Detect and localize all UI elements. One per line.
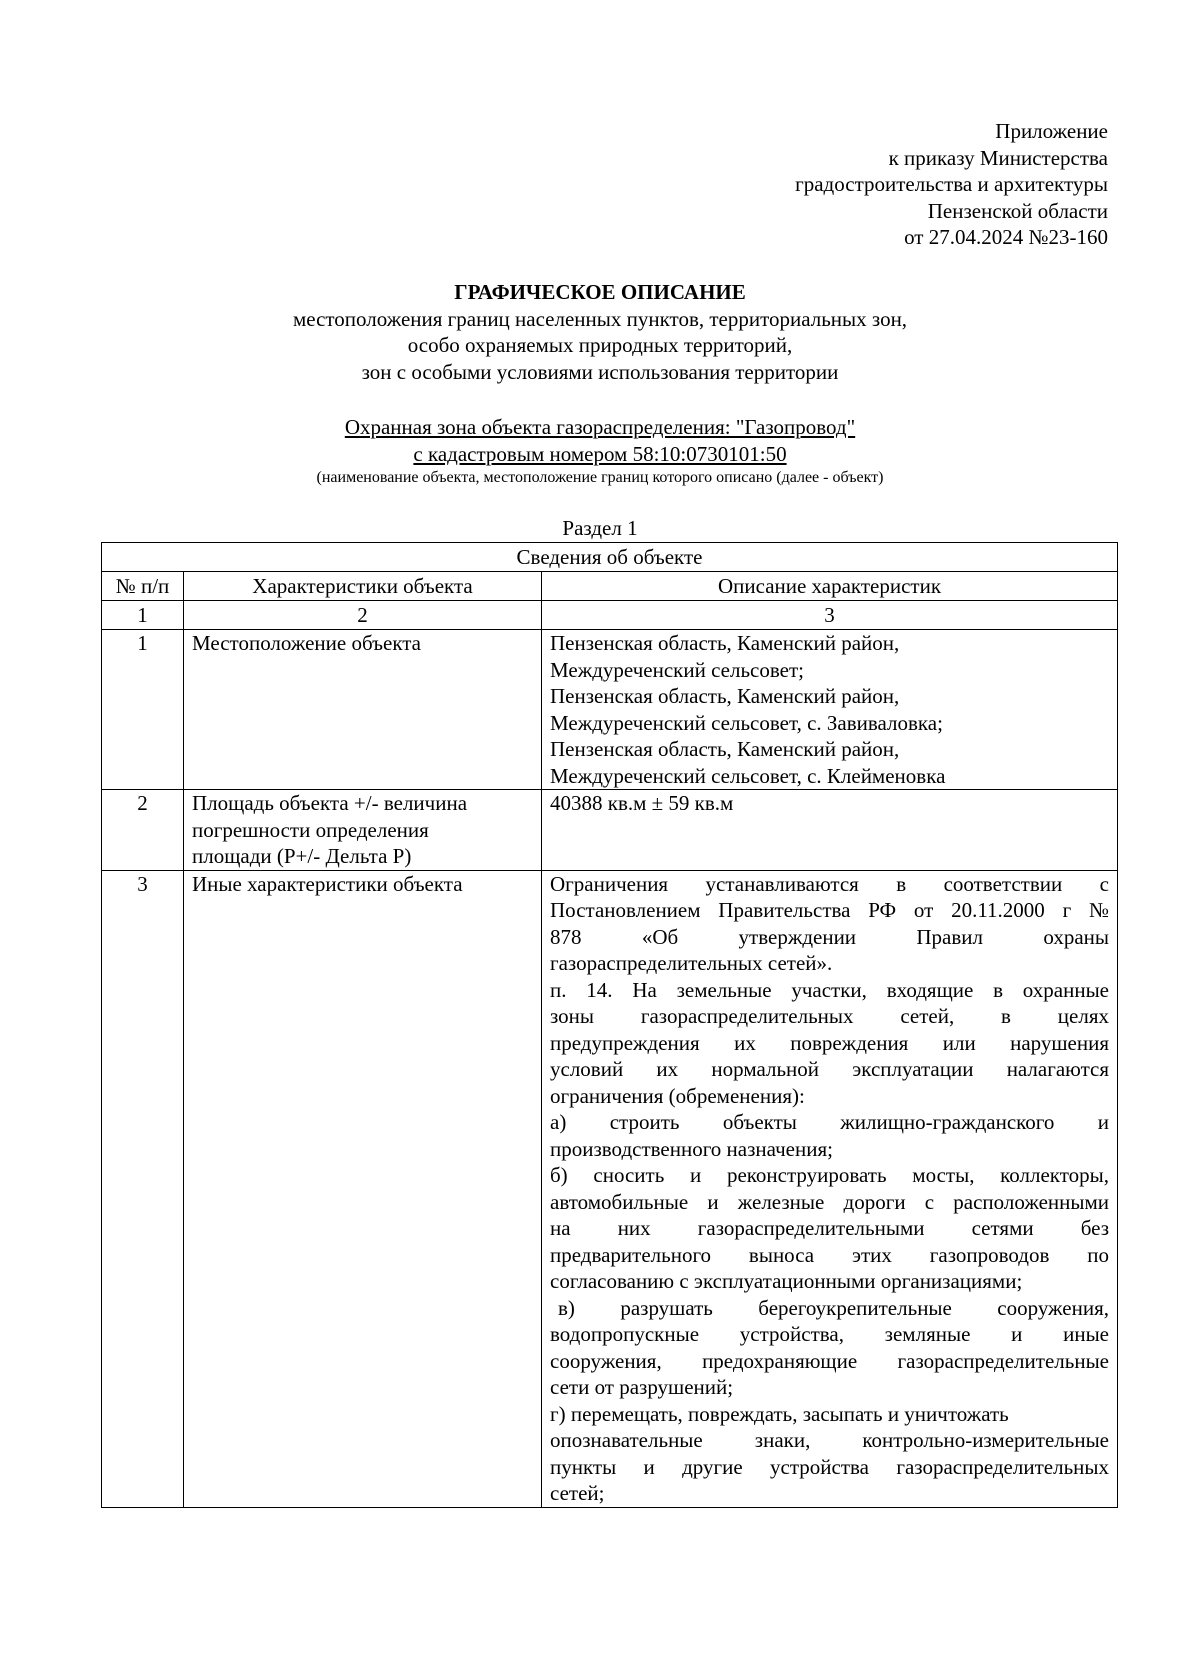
description-line: предупреждения их повреждения или нарушения xyxy=(550,1030,1109,1055)
header-characteristic: Характеристики объекта xyxy=(184,572,542,601)
row-description xyxy=(542,870,1118,1507)
description-line: производственного назначения; xyxy=(550,1136,833,1161)
description-line: сооружения, предохраняющие газораспределительные xyxy=(550,1348,1109,1373)
col-number: 3 xyxy=(542,601,1118,630)
object-name-block xyxy=(0,414,1200,489)
description-line: пункты и другие устройства газораспределительных xyxy=(550,1454,1109,1479)
row-characteristic xyxy=(184,870,542,1507)
description-line: 878 «Об утверждении Правил охраны xyxy=(550,924,1109,949)
document-title: ГРАФИЧЕСКОЕ ОПИСАНИЕ xyxy=(454,280,746,304)
object-info-table xyxy=(101,542,1118,1508)
description-line: 40388 кв.м ± 59 кв.м xyxy=(550,791,734,815)
description-line: ограничения (обременения): xyxy=(550,1083,805,1108)
appendix-line: Пензенской области xyxy=(927,198,1108,223)
table-row xyxy=(102,630,1118,790)
description-line: Междуреченский сельсовет, с. Клейменовка xyxy=(550,763,946,788)
row-characteristic xyxy=(184,630,542,790)
description-line: Пензенская область, Каменский район, xyxy=(550,631,900,655)
table-row xyxy=(102,870,1118,1507)
document-subtitle-line: особо охраняемых природных территорий, xyxy=(407,333,793,357)
table-header-row xyxy=(102,572,1118,601)
appendix-line: Приложение xyxy=(995,119,1108,143)
description-line: Постановлением Правительства РФ от 20.11.2000 г № xyxy=(550,898,1109,922)
characteristic-line: погрешности определения xyxy=(192,817,429,842)
column-number-row xyxy=(102,601,1118,630)
table-row xyxy=(102,790,1118,871)
section-label: Раздел 1 xyxy=(562,516,638,540)
col-number: 1 xyxy=(102,601,184,630)
description-line: в) разрушать берегоукрепительные сооружения, xyxy=(558,1295,1109,1320)
row-num: 2 xyxy=(102,790,184,871)
object-name-line: Охранная зона объекта газораспределения: "Газопровод" xyxy=(344,415,856,439)
description-line: автомобильные и железные дороги с расположенными xyxy=(550,1189,1109,1214)
header-num: № п/п xyxy=(102,572,184,601)
description-line: предварительного выноса этих газопроводов по xyxy=(550,1242,1109,1267)
table-title: Сведения об объекте xyxy=(102,543,1118,572)
description-line: согласованию с эксплуатационными организациями; xyxy=(550,1269,1023,1293)
description-line: а) строить объекты жилищно-гражданского и xyxy=(550,1110,1109,1134)
description-line: Ограничения устанавливаются в соответствии с xyxy=(550,871,1109,896)
description-line: г) перемещать, повреждать, засыпать и уничтожать xyxy=(550,1401,1009,1426)
row-num: 1 xyxy=(102,630,184,790)
description-line: п. 14. На земельные участки, входящие в охранные xyxy=(550,977,1109,1002)
description-line: сети от разрушений; xyxy=(550,1375,734,1399)
appendix-line: градостроительства и архитектуры xyxy=(795,172,1108,196)
object-name-note: (наименование объекта, местоположение границ которого описано (далее - объект) xyxy=(316,469,884,486)
characteristic-line: Площадь объекта +/- величина xyxy=(192,791,468,815)
row-characteristic xyxy=(184,790,542,871)
description-line: сетей; xyxy=(550,1481,605,1505)
description-line: опознавательные знаки, контрольно-измерительные xyxy=(550,1428,1109,1452)
description-line: Пензенская область, Каменский район, xyxy=(550,684,900,708)
appendix-header xyxy=(795,118,1108,251)
document-title-block xyxy=(0,279,1200,385)
row-num: 3 xyxy=(102,870,184,1507)
table-title-row xyxy=(102,543,1118,572)
description-line: зоны газораспределительных сетей, в целях xyxy=(550,1004,1109,1028)
appendix-line: к приказу Министерства xyxy=(888,145,1108,170)
characteristic-line: Местоположение объекта xyxy=(192,631,422,655)
description-line: б) сносить и реконструировать мосты, коллекторы, xyxy=(550,1163,1109,1187)
description-line: Междуреченский сельсовет; xyxy=(550,657,804,682)
description-line: водопропускные устройства, земляные и иные xyxy=(550,1322,1109,1346)
row-description xyxy=(542,630,1118,790)
document-subtitle-line: местоположения границ населенных пунктов, территориальных зон, xyxy=(292,306,908,331)
description-line: условий их нормальной эксплуатации налагаются xyxy=(550,1057,1109,1081)
description-line: на них газораспределительными сетями без xyxy=(550,1216,1109,1240)
description-line: Пензенская область, Каменский район, xyxy=(550,737,900,761)
description-line: Междуреченский сельсовет, с. Завиваловка; xyxy=(550,710,943,735)
characteristic-line: Иные характеристики объекта xyxy=(192,871,463,896)
appendix-line: от 27.04.2024 №23-160 xyxy=(904,225,1108,249)
document-subtitle-line: зон с особыми условиями использования территории xyxy=(361,359,839,384)
header-description: Описание характеристик xyxy=(542,572,1118,601)
object-name-line: с кадастровым номером 58:10:0730101:50 xyxy=(413,441,787,466)
characteristic-line: площади (P+/- Дельта P) xyxy=(192,844,412,868)
description-line: газораспределительных сетей». xyxy=(550,951,833,975)
col-number: 2 xyxy=(184,601,542,630)
row-description xyxy=(542,790,1118,871)
